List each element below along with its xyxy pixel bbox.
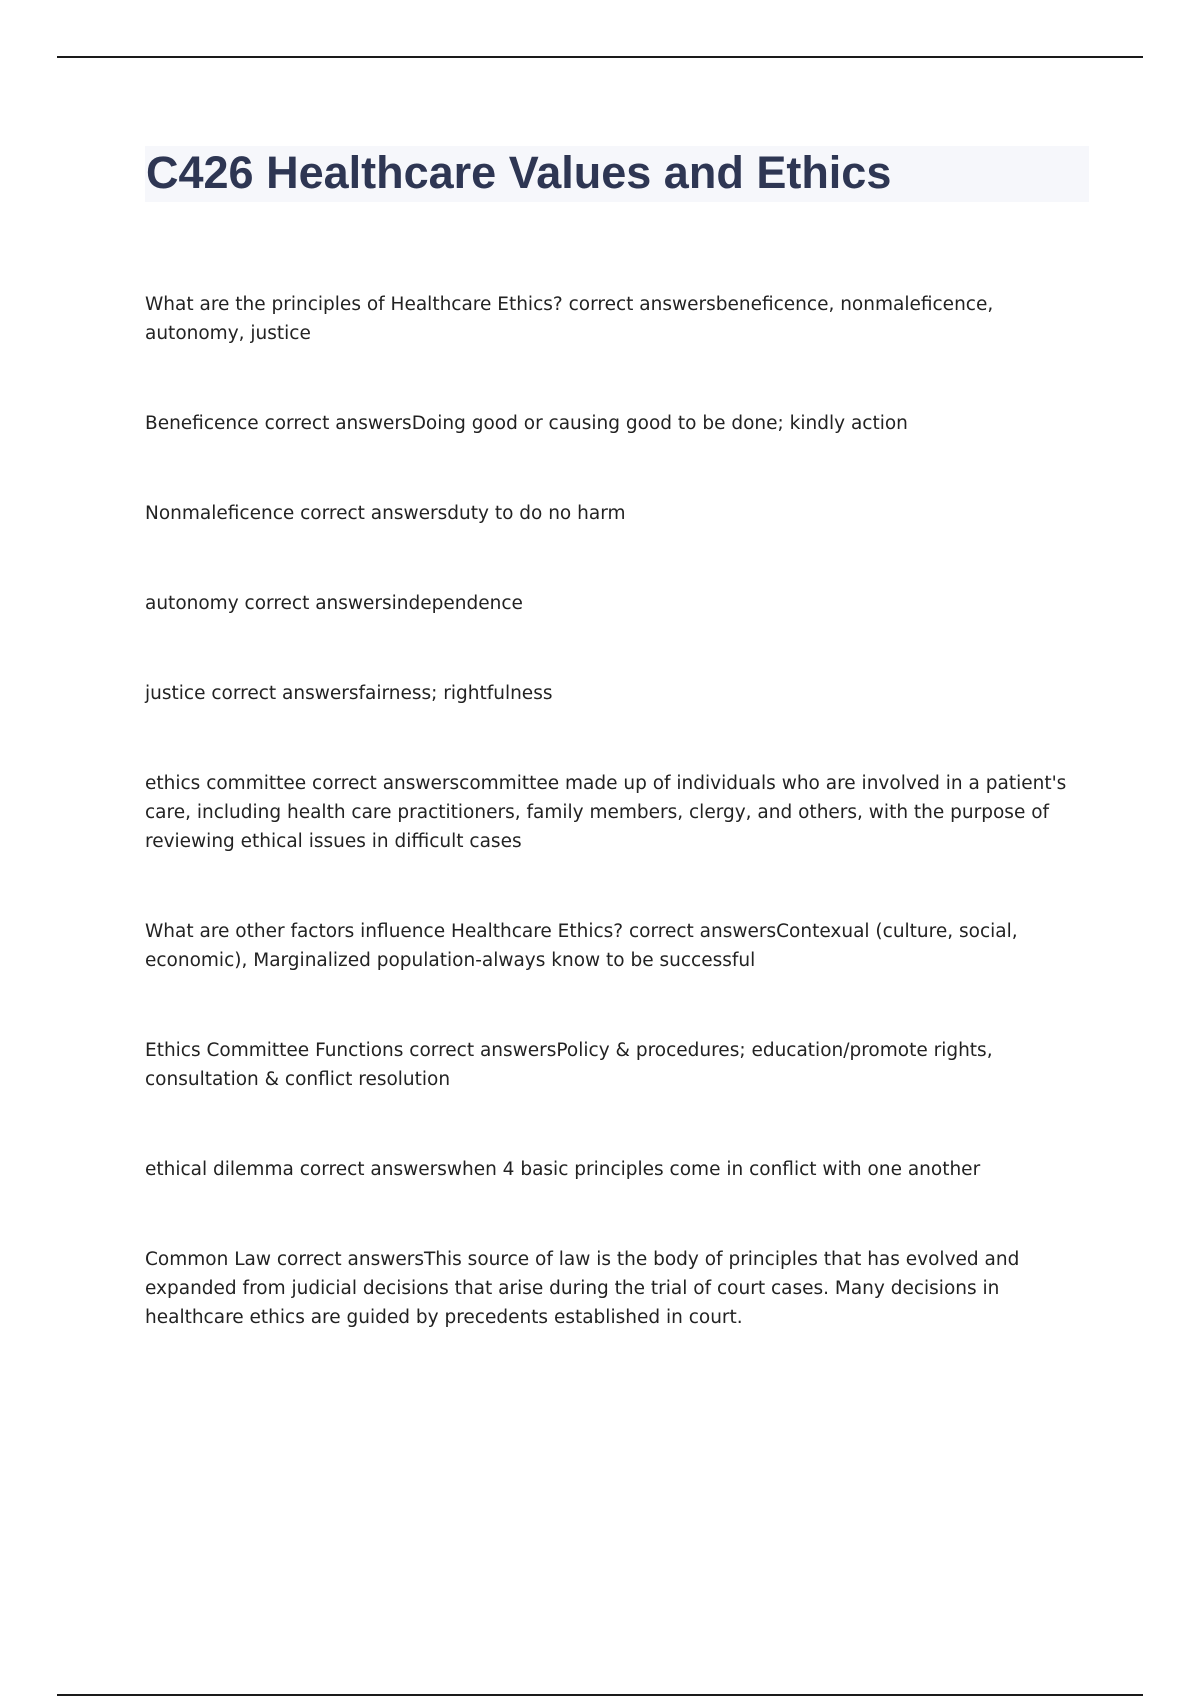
qa-term: autonomy — [145, 593, 239, 614]
bottom-rule — [57, 1694, 1143, 1696]
qa-answer-label: correct answers — [409, 1040, 557, 1061]
qa-term: What are the principles of Healthcare Ethics? — [145, 294, 563, 315]
qa-item — [145, 1155, 1089, 1184]
qa-answer: duty to do no harm — [447, 503, 626, 524]
qa-item — [145, 917, 1089, 975]
qa-term: Common Law — [145, 1249, 271, 1270]
qa-answer-label: correct answers — [568, 294, 716, 315]
qa-answer-label: correct answers — [264, 413, 412, 434]
qa-list — [145, 290, 1089, 1332]
qa-term: What are other factors influence Healthcare Ethics? — [145, 921, 624, 942]
qa-term: Ethics Committee Functions — [145, 1040, 404, 1061]
qa-item — [145, 290, 1089, 348]
qa-item — [145, 409, 1089, 438]
qa-answer-label: correct answers — [276, 1249, 424, 1270]
qa-term: Nonmaleficence — [145, 503, 295, 524]
qa-answer-label: correct answers — [300, 503, 448, 524]
qa-answer: beneficence, nonmaleficence, autonomy, justice — [145, 294, 994, 344]
top-rule — [57, 56, 1143, 58]
qa-answer: Doing good or causing good to be done; kindly action — [411, 413, 908, 434]
qa-answer: fairness; rightfulness — [358, 683, 553, 704]
qa-term: justice — [145, 683, 206, 704]
qa-answer-label: correct answers — [312, 773, 460, 794]
qa-answer: Contexual (culture, social, economic), Marginalized population-always know to be successful — [145, 921, 1018, 971]
qa-item — [145, 769, 1089, 856]
qa-term: ethics committee — [145, 773, 307, 794]
qa-answer: when 4 basic principles come in conflict with one another — [446, 1159, 981, 1180]
qa-answer-label: correct answers — [244, 593, 392, 614]
qa-answer: committee made up of individuals who are involved in a patient's care, including health care practitioners, family members, clergy, and others, with the purpose of reviewing ethical issues in difficult cases — [145, 773, 1067, 852]
qa-answer-label: correct answers — [629, 921, 777, 942]
qa-answer-label: correct answers — [211, 683, 359, 704]
qa-term: ethical dilemma — [145, 1159, 294, 1180]
page-title: C426 Healthcare Values and Ethics — [146, 147, 892, 198]
qa-item — [145, 1245, 1089, 1332]
qa-answer: independence — [391, 593, 523, 614]
qa-answer: This source of law is the body of principles that has evolved and expanded from judicial decisions that arise during the trial of court cases. Many decisions in healthcare ethics are guided by precedents established in court. — [145, 1249, 1020, 1328]
qa-item — [145, 589, 1089, 618]
qa-answer-label: correct answers — [299, 1159, 447, 1180]
qa-item — [145, 1036, 1089, 1094]
qa-term: Beneficence — [145, 413, 259, 434]
qa-answer: Policy & procedures; education/promote rights, consultation & conflict resolution — [145, 1040, 993, 1090]
qa-item — [145, 679, 1089, 708]
qa-item — [145, 499, 1089, 528]
